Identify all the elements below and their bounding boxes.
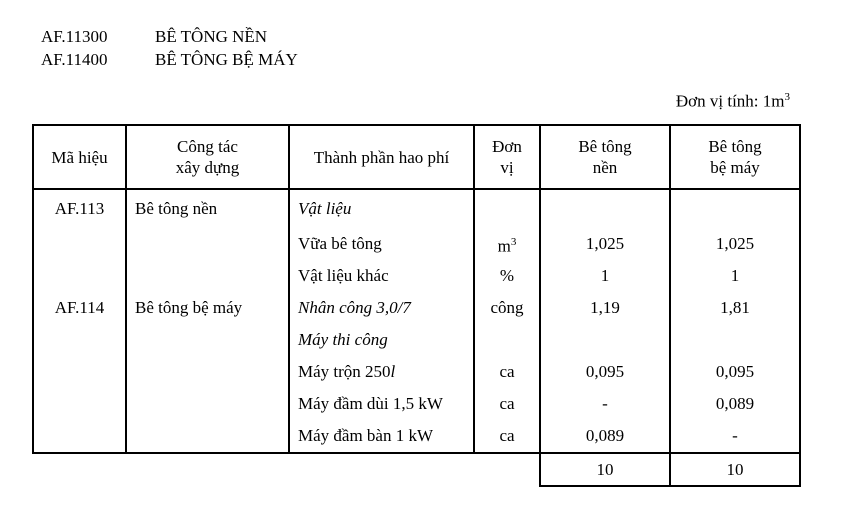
cell-value-floor: 1,025 [540,228,670,260]
heading-title: BÊ TÔNG NỀN [155,27,268,46]
heading-line-1 [41,27,267,47]
col-header-code: Mã hiệu [33,125,126,189]
cell-value-floor: 0,095 [540,356,670,388]
cell-value-machine-base: 1,025 [670,228,800,260]
table-row [33,388,800,420]
table-footer-row [33,453,800,486]
cell-work: Bê tông nền [126,189,289,228]
norm-table [32,124,801,487]
footer-value-floor: 10 [540,453,670,486]
cell-code [33,356,126,388]
cell-component: Máy trộn 250l [289,356,474,388]
table-row [33,292,800,324]
cell-code [33,228,126,260]
table-row [33,228,800,260]
col-header-concrete-floor: Bê tông nền [540,125,670,189]
cell-work [126,356,289,388]
cell-unit: $m^3$ [474,228,540,260]
heading-line-2 [41,50,298,70]
cell-component: Máy đầm bàn 1 kW [289,420,474,453]
col-header-component: Thành phần hao phí [289,125,474,189]
cell-component: Vật liệu khác [289,260,474,292]
cell-value-machine-base: 0,089 [670,388,800,420]
table-row [33,356,800,388]
table-row [33,189,800,228]
cell-value-machine-base [670,189,800,228]
cell-work [126,228,289,260]
cell-code: AF.113 [33,189,126,228]
cell-unit: công [474,292,540,324]
cell-component: Vật liệu [289,189,474,228]
cell-code: AF.114 [33,292,126,324]
cell-value-machine-base: - [670,420,800,453]
cell-work [126,260,289,292]
cell-value-floor: - [540,388,670,420]
cell-value-machine-base: 0,095 [670,356,800,388]
table-header-row [33,125,800,189]
cell-value-machine-base: 1,81 [670,292,800,324]
cell-value-machine-base: 1 [670,260,800,292]
heading-code: AF.11300 [41,27,108,46]
cell-component: Máy thi công [289,324,474,356]
cell-component: Vữa bê tông [289,228,474,260]
col-header-unit: Đơn vị [474,125,540,189]
cell-value-machine-base [670,324,800,356]
table-row [33,324,800,356]
cell-code [33,420,126,453]
cell-value-floor: 1,19 [540,292,670,324]
col-header-work: Công tác xây dựng [126,125,289,189]
cell-unit: ca [474,356,540,388]
cell-value-floor [540,189,670,228]
cell-code [33,324,126,356]
cell-value-floor: 0,089 [540,420,670,453]
cell-work [126,388,289,420]
col-header-machine-base: Bê tông bệ máy [670,125,800,189]
heading-code: AF.11400 [41,50,108,69]
table-row [33,260,800,292]
cell-unit [474,324,540,356]
cell-code [33,388,126,420]
cell-unit: ca [474,420,540,453]
cell-work: Bê tông bệ máy [126,292,289,324]
cell-value-floor: 1 [540,260,670,292]
cell-code [33,260,126,292]
table-row [33,420,800,453]
footer-value-machine-base: 10 [670,453,800,486]
cell-work [126,324,289,356]
cell-work [126,420,289,453]
cell-unit: % [474,260,540,292]
cell-unit [474,189,540,228]
heading-title: BÊ TÔNG BỆ MÁY [155,50,298,69]
cell-component: Nhân công 3,0/7 [289,292,474,324]
cell-unit: ca [474,388,540,420]
unit-of-measure: Đơn vị tính: $1m^3$ [675,91,790,111]
cell-component: Máy đầm dùi 1,5 kW [289,388,474,420]
cell-value-floor [540,324,670,356]
